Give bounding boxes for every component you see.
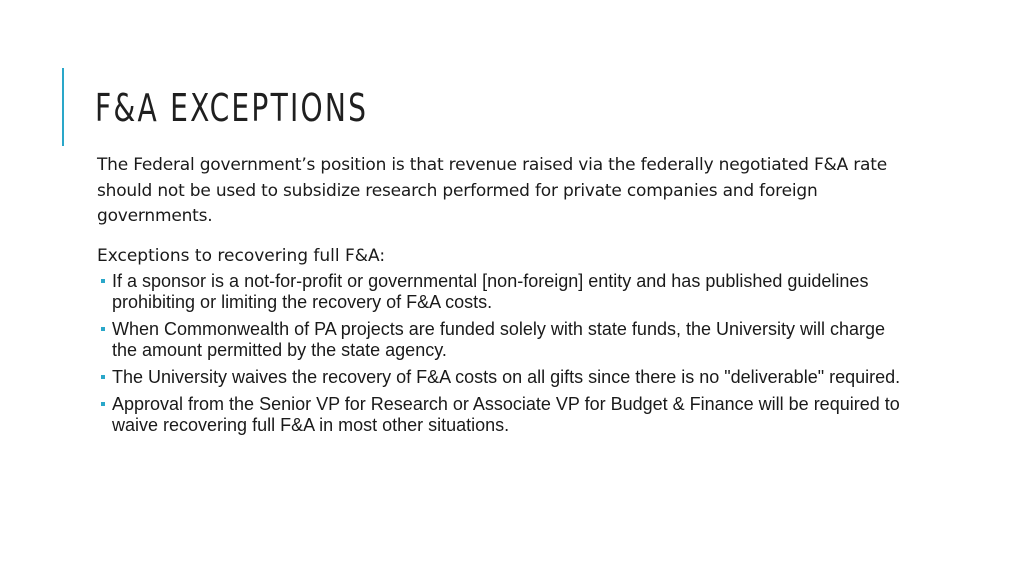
exception-item-4 [97,394,907,436]
intro-paragraph: The Federal government’s position is that revenue raised via the federally negotiated F&A rate should not be used to subsidize research performed for private companies and foreign governments. [97,155,887,226]
exception-item-text: Approval from the Senior VP for Research or Associate VP for Budget & Finance will be required to waive recovering full F&A in most other situations. [112,393,900,435]
exception-item-1 [97,271,907,313]
exceptions-heading: Exceptions to recovering full F&A: [97,245,386,266]
title-accent-bar [62,68,64,146]
square-bullet-icon [101,327,105,331]
exception-item-3 [97,367,907,388]
square-bullet-icon [101,279,105,283]
square-bullet-icon [101,402,105,406]
exception-item-text: When Commonwealth of PA projects are funded solely with state funds, the University will charge the amount permitted by the state agency. [112,318,886,360]
slide-title: F&A EXCEPTIONS [95,86,369,130]
exception-item-text: If a sponsor is a not-for-profit or governmental [non-foreign] entity and has published guidelines prohibiting or limiting the recovery of F&A costs. [112,270,869,312]
exception-item-text: The University waives the recovery of F&A costs on all gifts since there is no "deliverable" required. [112,366,901,387]
exceptions-list [97,271,907,436]
square-bullet-icon [101,375,105,379]
slide-body [97,153,907,442]
exception-item-2 [97,319,907,361]
